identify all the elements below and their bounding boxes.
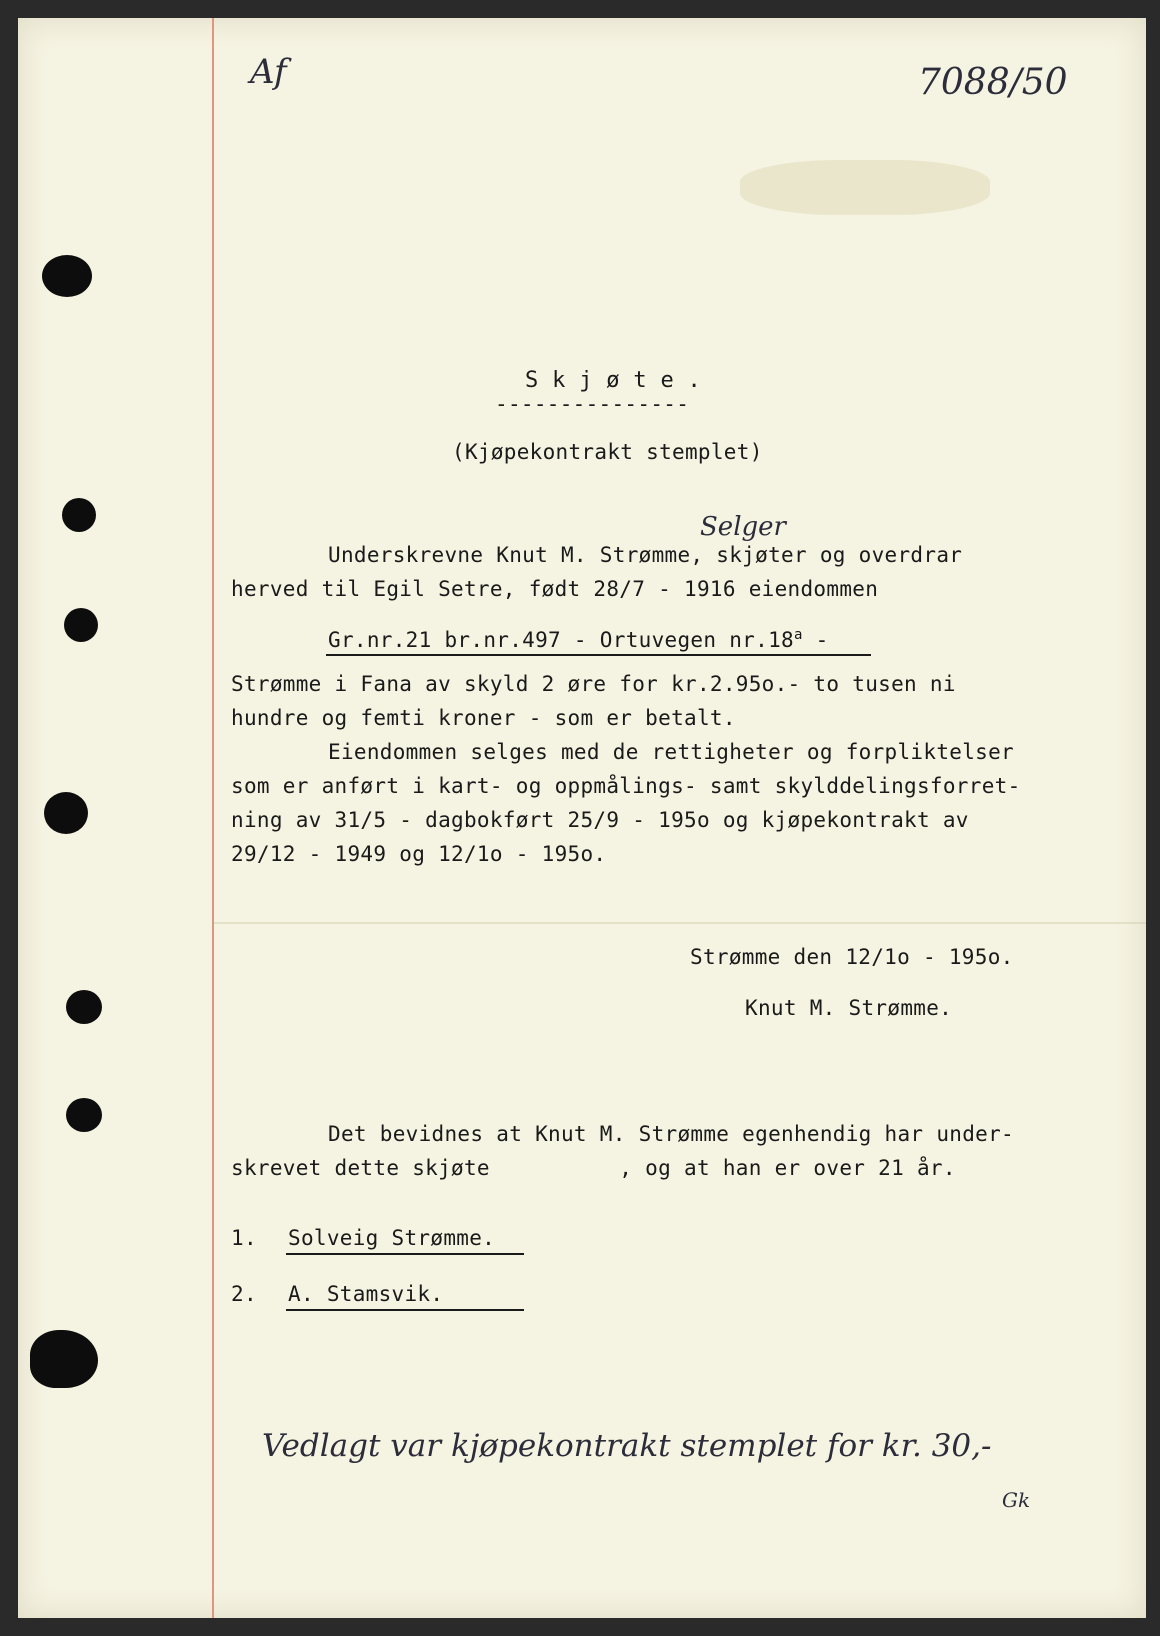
body-line: hundre og femti kroner - som er betalt. <box>231 706 736 730</box>
property-line-end: - <box>802 628 829 652</box>
initials: Gk <box>1002 1488 1031 1512</box>
punch-hole <box>62 498 96 532</box>
body-line: 29/12 - 1949 og 12/1o - 195o. <box>231 842 607 866</box>
witness-underline <box>286 1253 524 1255</box>
witness-number: 1. <box>231 1226 257 1250</box>
fold-line <box>212 922 1146 924</box>
stain <box>740 160 990 215</box>
punch-hole <box>44 792 88 834</box>
subtitle: (Kjøpekontrakt stemplet) <box>452 440 763 464</box>
attest-line: Det bevidnes at Knut M. Strømme egenhendig har under- <box>328 1122 1014 1146</box>
body-line: Strømme i Fana av skyld 2 øre for kr.2.95o.- to tusen ni <box>231 672 956 696</box>
handwritten-insert: Selger <box>700 512 786 542</box>
property-line <box>328 627 829 652</box>
attest-line: skrevet dette skjøte , og at han er over 21 år. <box>231 1156 956 1180</box>
property-line-main: Gr.nr.21 br.nr.497 - Ortuvegen nr.18 <box>328 628 794 652</box>
punch-hole <box>66 990 102 1024</box>
punch-hole <box>66 1098 102 1132</box>
title-rule: --------------- <box>495 392 690 416</box>
page-title: S k j ø t e . <box>525 368 702 393</box>
punch-hole <box>64 608 98 642</box>
punch-hole <box>42 255 92 297</box>
corner-mark: Af <box>250 52 287 92</box>
document-number: 7088/50 <box>918 62 1068 103</box>
witness-name: A. Stamsvik. <box>288 1282 444 1306</box>
body-line: Underskrevne Knut M. Strømme, skjøter og overdrar <box>328 543 963 567</box>
body-line: som er anført i kart- og oppmålings- samt skylddelingsforret- <box>231 774 1021 798</box>
body-line: herved til Egil Setre, født 28/7 - 1916 eiendommen <box>231 577 879 601</box>
witness-number: 2. <box>231 1282 257 1306</box>
punch-hole <box>30 1330 98 1388</box>
property-underline <box>326 654 871 656</box>
margin-rule <box>212 18 214 1618</box>
witness-name: Solveig Strømme. <box>288 1226 496 1250</box>
witness-underline <box>286 1309 524 1311</box>
footer-note: Vedlagt var kjøpekontrakt stemplet for kr. 30,- <box>262 1428 992 1464</box>
signature: Knut M. Strømme. <box>745 996 953 1020</box>
body-line: Eiendommen selges med de rettigheter og forpliktelser <box>328 740 1014 764</box>
body-line: ning av 31/5 - dagbokført 25/9 - 195o og kjøpekontrakt av <box>231 808 969 832</box>
property-line-sup: a <box>793 627 803 643</box>
place-date: Strømme den 12/1o - 195o. <box>690 945 1014 969</box>
